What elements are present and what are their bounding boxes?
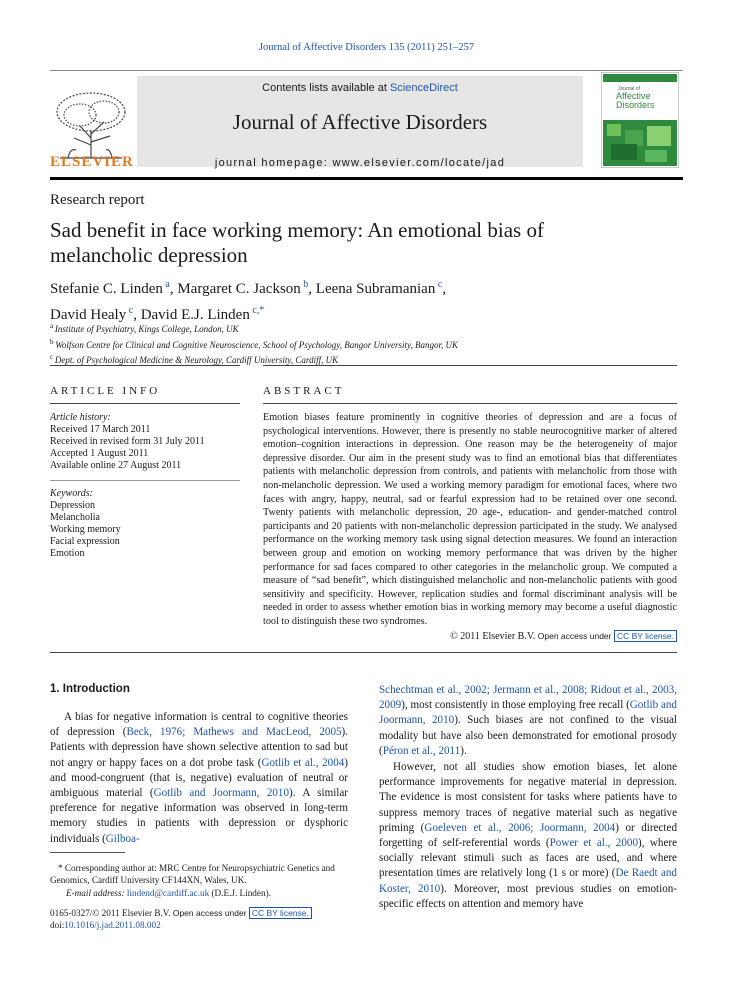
copyright-text: © 2011 Elsevier B.V. — [450, 631, 536, 642]
abstract-top-rule — [263, 365, 677, 366]
abstract-caption-rule — [263, 403, 677, 404]
abstract-bottom-rule — [50, 652, 677, 653]
sciencedirect-link[interactable]: ScienceDirect — [389, 82, 458, 94]
keyword-item: Melancholia — [50, 512, 100, 523]
author-affiliation-mark[interactable]: a — [162, 279, 170, 290]
affiliation-mark: c — [50, 353, 55, 361]
open-access-text: Open access under — [537, 631, 612, 641]
cover-journal-of: Journal of — [618, 86, 640, 92]
email-suffix: (D.E.J. Linden). — [211, 887, 271, 898]
footnote-rule — [50, 852, 125, 853]
contents-line — [137, 82, 583, 94]
author-list: Stefanie C. Linden $^a$, Margaret C. Jackson $^b$, Leena Subramanian $^c$, David Healy $^c$, David E.J. Linden $^{c,*}$ — [50, 279, 447, 323]
keywords-label: Keywords: — [50, 488, 93, 499]
journal-reference[interactable]: Journal of Affective Disorders 135 (2011) 251–257 — [258, 42, 475, 53]
cover-title: Affective Disorders — [616, 91, 655, 110]
cc-by-license-link[interactable]: CC BY license. — [614, 630, 677, 642]
header-rule — [50, 70, 683, 71]
header-thick-rule — [50, 177, 683, 180]
footer-license-link[interactable]: CC BY license. — [249, 907, 312, 919]
keyword-item: Emotion — [50, 548, 85, 559]
author-affiliation-mark[interactable]: c,* — [249, 305, 265, 316]
abstract-text: Emotion biases feature prominently in cognitive theories of depression and are a focus of psychological interventions. However, there is presently no stable neurocognitive marker of altered emotion–cognition interactions in depression. One reason may be the heterogeneity of major depressive disorder. Our aim in the present study was to find an emotional bias that differentiates patients with melancholic depression from controls, and patients with melancholic from those with non-melancholic depression. We used a working memory paradigm for emotional faces, where two faces with angry, happy, neutral, sad or fearful expression had to be retained over one second. Twenty patients with melancholic depression, 20 age-, education- and gender-matched control participants and 20 patients with non-melancholic depression participated in the study. We analysed performance on the working memory task using signal detection measures. We found an interaction between group and emotion on working memory performance that was driven by the higher performance for sad faces compared to other categories in the melancholic group. We computed a measure of “sad benefit”, which distinguished melancholic and non-melancholic patients with good sensitivity and specificity. However, replication studies and formal discriminant analysis will be needed in order to assess whether emotion bias in working memory may become a useful diagnostic tool to distinguish these two syndromes. — [263, 412, 677, 627]
affiliation-mark: a — [50, 322, 55, 330]
affiliation-item — [50, 336, 690, 352]
footer-open-access: Open access under — [172, 908, 247, 918]
page-footer — [50, 907, 350, 932]
elsevier-wordmark: ELSEVIER — [50, 154, 134, 170]
history-label: Article history: — [50, 412, 111, 423]
author-affiliation-mark[interactable]: c — [126, 305, 134, 316]
affiliations — [50, 320, 690, 367]
author-name: Margaret C. Jackson — [177, 281, 301, 297]
author-name: David E.J. Linden — [140, 307, 250, 323]
intro-column-2: Schechtman et al., 2002; Jermann et al., 2008; Ridout et al., 2003, 2009), most consistently in those employing free recall (Gotlib and Joormann, 2010). Such biases are not confined to the visual modality but have also been demonstrated for emotional prosody (Péron et al., 2011). However, not all studies show emotion biases, let alone performance improvements for negative material in depression. The evidence is most consistent for tasks where patients have to suppress memory traces of negative material such as negative priming (Goeleven et al., 2006; Joormann, 2004) or directed forgetting of self-referential words (Power et al., 2000), where socially relevant stimuli such as faces are used, and where presentation times are relatively long (1 s or more) (De Raedt and Koster, 2010). Moreover, most previous studies on emotion-specific effects on attention and memory have — [379, 684, 677, 910]
affiliation-text: Wolfson Centre for Clinical and Cognitive Neuroscience, School of Psychology, Bangor University, Bangor, UK — [55, 339, 458, 350]
abstract-copyright — [263, 631, 677, 642]
article-type: Research report — [50, 192, 145, 208]
issn-line — [50, 907, 350, 919]
corresponding-author-text: * Corresponding author at: MRC Centre for Neuropsychiatric Genetics and Genomics, Cardiff University CF144XN, Wales, UK. — [50, 863, 335, 886]
history-list — [50, 424, 240, 472]
keyword-item: Working memory — [50, 524, 121, 535]
author-name: David Healy — [50, 307, 127, 323]
intro-column-1: A bias for negative information is central to cognitive theories of depression (Beck, 1976; Mathews and MacLeod, 2005). Patients with depression have shown selective attention to sad but not angry or happy faces on a dot probe task (Gotlib et al., 2004) and mood-congruent (that is, negative) evaluation of neutral or ambiguous material (Gotlib and Joormann, 2010). A similar preference for negative information was observed in long-term memory studies in patients with depression or dysphoric individuals (Gilboa- — [50, 711, 349, 845]
affiliation-text: Dept. of Psychological Medicine & Neurology, Cardiff University, Cardiff, UK — [54, 355, 339, 365]
article-info-caption: ARTICLE INFO — [50, 385, 161, 397]
abstract-caption: ABSTRACT — [263, 385, 345, 397]
history-item: Accepted 1 August 2011 — [50, 448, 149, 459]
issn-text: 0165-0327/© 2011 Elsevier B.V. — [50, 908, 171, 918]
citation-link[interactable]: De Raedt and Koster, 2010 — [379, 867, 677, 895]
article-title: Sad benefit in face working memory: An emotional bias of melancholic depression — [50, 218, 544, 267]
doi-label: doi: — [50, 920, 65, 931]
keywords — [50, 488, 240, 560]
history-item: Available online 27 August 2011 — [50, 460, 182, 471]
history-item: Received 17 March 2011 — [50, 424, 151, 435]
email-line — [50, 887, 350, 899]
citation-link[interactable]: Gotlib and Joormann, 2010 — [379, 699, 677, 727]
email-label: E-mail address: — [66, 887, 125, 898]
author-affiliation-mark[interactable]: c — [435, 279, 443, 290]
section-heading-introduction: 1. Introduction — [50, 683, 130, 695]
journal-title: Journal of Affective Disorders — [232, 110, 488, 134]
affiliation-item — [50, 320, 690, 336]
citation-link[interactable]: Power et al., 2000 — [549, 837, 638, 850]
affiliation-mark: b — [50, 337, 56, 346]
doi-line — [50, 919, 350, 931]
citation-link[interactable]: Gotlib et al., 2004 — [261, 756, 345, 769]
doi-link[interactable]: 10.1016/j.jad.2011.08.002 — [64, 920, 161, 931]
author-name: Stefanie C. Linden — [50, 281, 163, 297]
citation-link[interactable]: Beck, 1976; Mathews and MacLeod, 2005 — [126, 726, 342, 739]
author-name: Leena Subramanian — [315, 281, 436, 297]
keyword-item: Facial expression — [50, 536, 120, 547]
journal-homepage[interactable]: journal homepage: www.elsevier.com/locate/jad — [214, 157, 506, 169]
affiliation-text: Institute of Psychiatry, Kings College, London, UK — [54, 324, 239, 334]
keywords-list — [50, 500, 240, 560]
citation-link[interactable]: Gotlib and Joormann, 2010 — [153, 787, 290, 800]
info-mid-rule — [50, 480, 240, 481]
info-top-rule — [50, 365, 240, 366]
author-affiliation-mark[interactable]: b — [300, 279, 309, 290]
corresponding-author-footnote — [50, 862, 350, 899]
citation-link[interactable]: Goeleven et al., 2006; Joormann, 2004 — [424, 821, 616, 834]
citation-link[interactable]: Gilboa- — [105, 832, 140, 845]
contents-prefix: Contents lists available at — [262, 82, 390, 94]
citation-link[interactable]: Schechtman et al., 2002; Jermann et al., 2008; Ridout et al., 2003, 2009 — [379, 684, 677, 712]
info-caption-rule — [50, 403, 240, 404]
article-history — [50, 412, 240, 472]
keyword-item: Depression — [50, 500, 95, 511]
history-item: Received in revised form 31 July 2011 — [50, 436, 205, 447]
email-link[interactable]: lindend@cardiff.ac.uk — [126, 887, 210, 898]
citation-link[interactable]: Péron et al., 2011 — [382, 744, 461, 757]
